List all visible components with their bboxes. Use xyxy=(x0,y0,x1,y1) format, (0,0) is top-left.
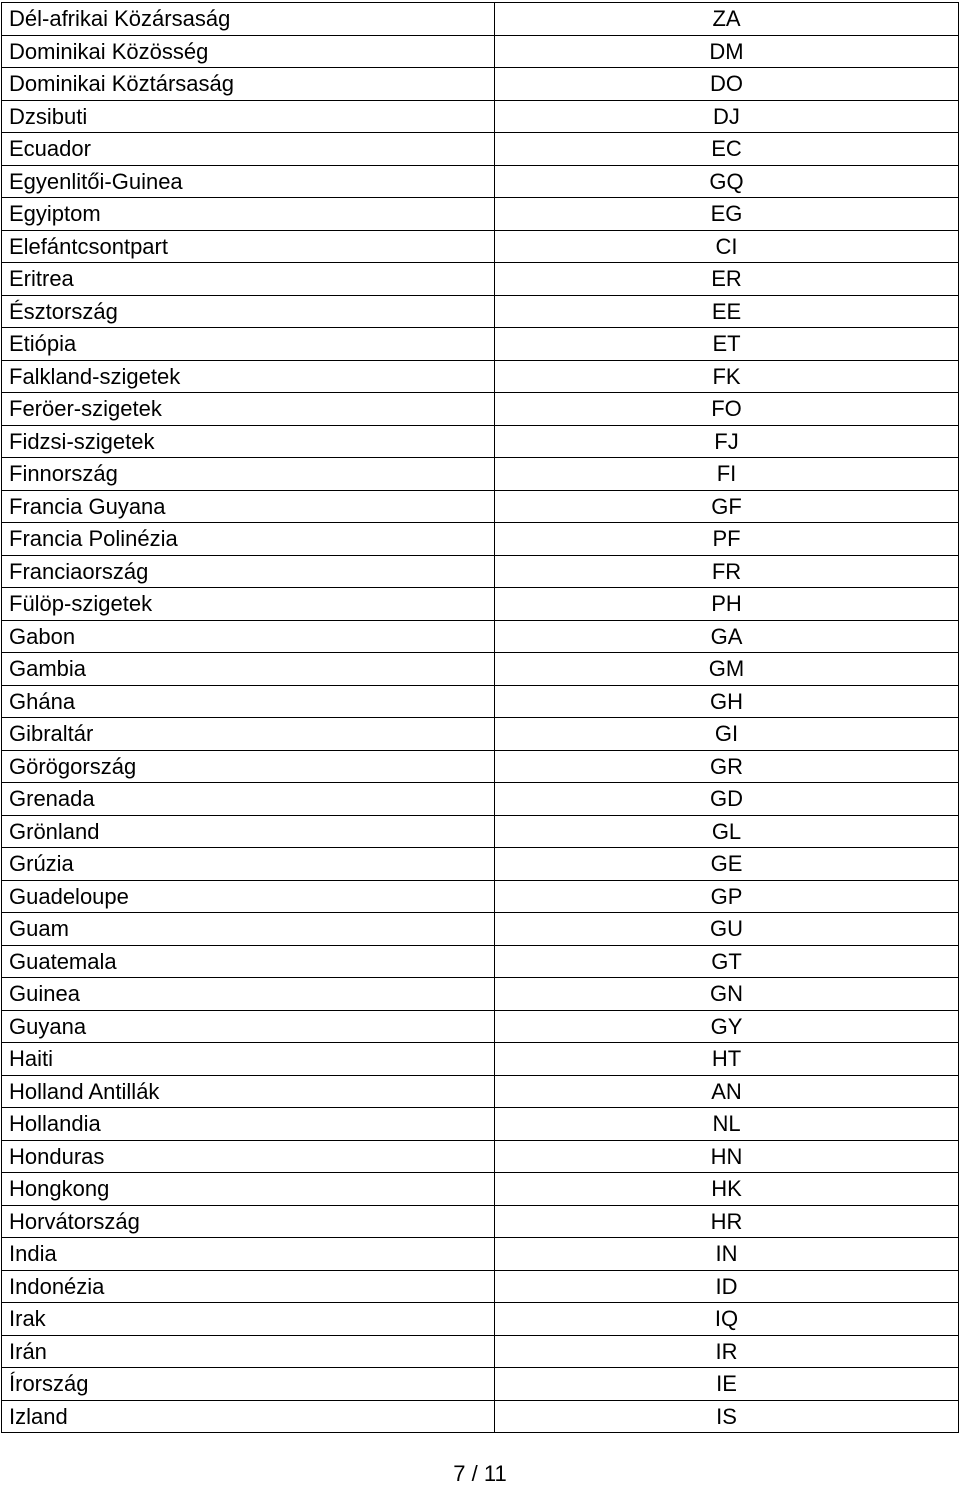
country-code-cell: ID xyxy=(495,1271,959,1303)
country-code-cell: GT xyxy=(495,946,959,978)
country-code-cell: GI xyxy=(495,718,959,751)
country-name-cell: Francia Polinézia xyxy=(2,523,495,556)
country-name-cell: Guadeloupe xyxy=(2,881,495,913)
table-row xyxy=(2,783,959,816)
table-row xyxy=(2,1173,959,1206)
country-name-cell: Grenada xyxy=(2,783,495,816)
table-row xyxy=(2,621,959,653)
table-row xyxy=(2,1401,959,1433)
country-name-cell: Guatemala xyxy=(2,946,495,978)
table-row xyxy=(2,1076,959,1108)
table-row xyxy=(2,231,959,263)
country-name-cell: Etiópia xyxy=(2,328,495,361)
country-name-cell: Honduras xyxy=(2,1141,495,1173)
country-code-cell: ER xyxy=(495,263,959,296)
country-name-cell: Egyiptom xyxy=(2,198,495,231)
country-code-cell: IN xyxy=(495,1238,959,1271)
table-row xyxy=(2,588,959,621)
table-row xyxy=(2,3,959,36)
table-row xyxy=(2,946,959,978)
country-code-cell: ET xyxy=(495,328,959,361)
table-row xyxy=(2,556,959,588)
country-name-cell: Falkland-szigetek xyxy=(2,361,495,393)
country-code-cell: GN xyxy=(495,978,959,1011)
country-code-cell: AN xyxy=(495,1076,959,1108)
country-code-cell: GA xyxy=(495,621,959,653)
country-code-cell: PF xyxy=(495,523,959,556)
country-name-cell: Görögország xyxy=(2,751,495,783)
table-row xyxy=(2,36,959,68)
country-name-cell: Izland xyxy=(2,1401,495,1433)
table-row xyxy=(2,361,959,393)
country-name-cell: Horvátország xyxy=(2,1206,495,1238)
country-code-cell: GE xyxy=(495,848,959,881)
country-code-cell: FI xyxy=(495,458,959,491)
table-row xyxy=(2,653,959,686)
country-name-cell: Holland Antillák xyxy=(2,1076,495,1108)
country-code-cell: HT xyxy=(495,1043,959,1076)
table-body xyxy=(2,3,959,1433)
country-code-cell: GR xyxy=(495,751,959,783)
country-code-cell: GD xyxy=(495,783,959,816)
country-name-cell: Haiti xyxy=(2,1043,495,1076)
country-name-cell: Grúzia xyxy=(2,848,495,881)
country-code-cell: FK xyxy=(495,361,959,393)
country-code-cell: IS xyxy=(495,1401,959,1433)
table-row xyxy=(2,328,959,361)
table-row xyxy=(2,1303,959,1336)
country-name-cell: Ghána xyxy=(2,686,495,718)
country-code-cell: EE xyxy=(495,296,959,328)
country-code-cell: IQ xyxy=(495,1303,959,1336)
table-row xyxy=(2,816,959,848)
country-name-cell: Guinea xyxy=(2,978,495,1011)
table-row xyxy=(2,1011,959,1043)
country-code-table xyxy=(1,2,959,1433)
table-row xyxy=(2,751,959,783)
country-name-cell: Írország xyxy=(2,1368,495,1401)
country-name-cell: Eritrea xyxy=(2,263,495,296)
country-code-cell: CI xyxy=(495,231,959,263)
table-row xyxy=(2,296,959,328)
table-row xyxy=(2,523,959,556)
country-name-cell: India xyxy=(2,1238,495,1271)
country-name-cell: Franciaország xyxy=(2,556,495,588)
country-name-cell: Gibraltár xyxy=(2,718,495,751)
country-code-cell: DM xyxy=(495,36,959,68)
country-name-cell: Egyenlitői-Guinea xyxy=(2,166,495,198)
table-row xyxy=(2,393,959,426)
country-code-cell: GL xyxy=(495,816,959,848)
country-code-cell: FO xyxy=(495,393,959,426)
country-name-cell: Finnország xyxy=(2,458,495,491)
country-code-cell: IR xyxy=(495,1336,959,1368)
table-row xyxy=(2,101,959,133)
table-row xyxy=(2,458,959,491)
country-code-cell: DJ xyxy=(495,101,959,133)
country-name-cell: Ecuador xyxy=(2,133,495,166)
table-row xyxy=(2,1271,959,1303)
country-code-cell: EG xyxy=(495,198,959,231)
country-code-cell: PH xyxy=(495,588,959,621)
table-row xyxy=(2,491,959,523)
table-row xyxy=(2,68,959,101)
country-code-cell: GF xyxy=(495,491,959,523)
country-code-cell: IE xyxy=(495,1368,959,1401)
table-row xyxy=(2,1238,959,1271)
table-row xyxy=(2,166,959,198)
country-name-cell: Hongkong xyxy=(2,1173,495,1206)
country-code-cell: GM xyxy=(495,653,959,686)
table-row xyxy=(2,1141,959,1173)
table-row xyxy=(2,881,959,913)
country-code-cell: GU xyxy=(495,913,959,946)
country-name-cell: Észtország xyxy=(2,296,495,328)
table-row xyxy=(2,848,959,881)
country-code-cell: NL xyxy=(495,1108,959,1141)
table-row xyxy=(2,1336,959,1368)
table-row xyxy=(2,718,959,751)
country-name-cell: Gabon xyxy=(2,621,495,653)
country-name-cell: Guam xyxy=(2,913,495,946)
country-code-cell: EC xyxy=(495,133,959,166)
table-row xyxy=(2,1368,959,1401)
country-code-cell: GH xyxy=(495,686,959,718)
country-name-cell: Elefántcsontpart xyxy=(2,231,495,263)
country-name-cell: Irak xyxy=(2,1303,495,1336)
country-name-cell: Gambia xyxy=(2,653,495,686)
country-name-cell: Feröer-szigetek xyxy=(2,393,495,426)
table-row xyxy=(2,133,959,166)
country-name-cell: Fülöp-szigetek xyxy=(2,588,495,621)
country-name-cell: Guyana xyxy=(2,1011,495,1043)
country-code-cell: FJ xyxy=(495,426,959,458)
country-name-cell: Hollandia xyxy=(2,1108,495,1141)
table-row xyxy=(2,686,959,718)
country-name-cell: Dél-afrikai Közársaság xyxy=(2,3,495,36)
country-name-cell: Dominikai Köztársaság xyxy=(2,68,495,101)
country-code-cell: ZA xyxy=(495,3,959,36)
country-code-cell: DO xyxy=(495,68,959,101)
table-row xyxy=(2,1043,959,1076)
country-code-cell: FR xyxy=(495,556,959,588)
country-name-cell: Irán xyxy=(2,1336,495,1368)
country-code-cell: GP xyxy=(495,881,959,913)
table-row xyxy=(2,263,959,296)
country-code-cell: HK xyxy=(495,1173,959,1206)
country-name-cell: Indonézia xyxy=(2,1271,495,1303)
country-code-cell: GY xyxy=(495,1011,959,1043)
table-row xyxy=(2,198,959,231)
country-name-cell: Dominikai Közösség xyxy=(2,36,495,68)
country-name-cell: Francia Guyana xyxy=(2,491,495,523)
table-row xyxy=(2,913,959,946)
table-row xyxy=(2,978,959,1011)
country-code-cell: GQ xyxy=(495,166,959,198)
country-name-cell: Dzsibuti xyxy=(2,101,495,133)
table-row xyxy=(2,426,959,458)
country-name-cell: Grönland xyxy=(2,816,495,848)
table-row xyxy=(2,1206,959,1238)
page-number: 7 / 11 xyxy=(453,1461,507,1486)
country-code-cell: HN xyxy=(495,1141,959,1173)
table-row xyxy=(2,1108,959,1141)
country-name-cell: Fidzsi-szigetek xyxy=(2,426,495,458)
country-code-cell: HR xyxy=(495,1206,959,1238)
